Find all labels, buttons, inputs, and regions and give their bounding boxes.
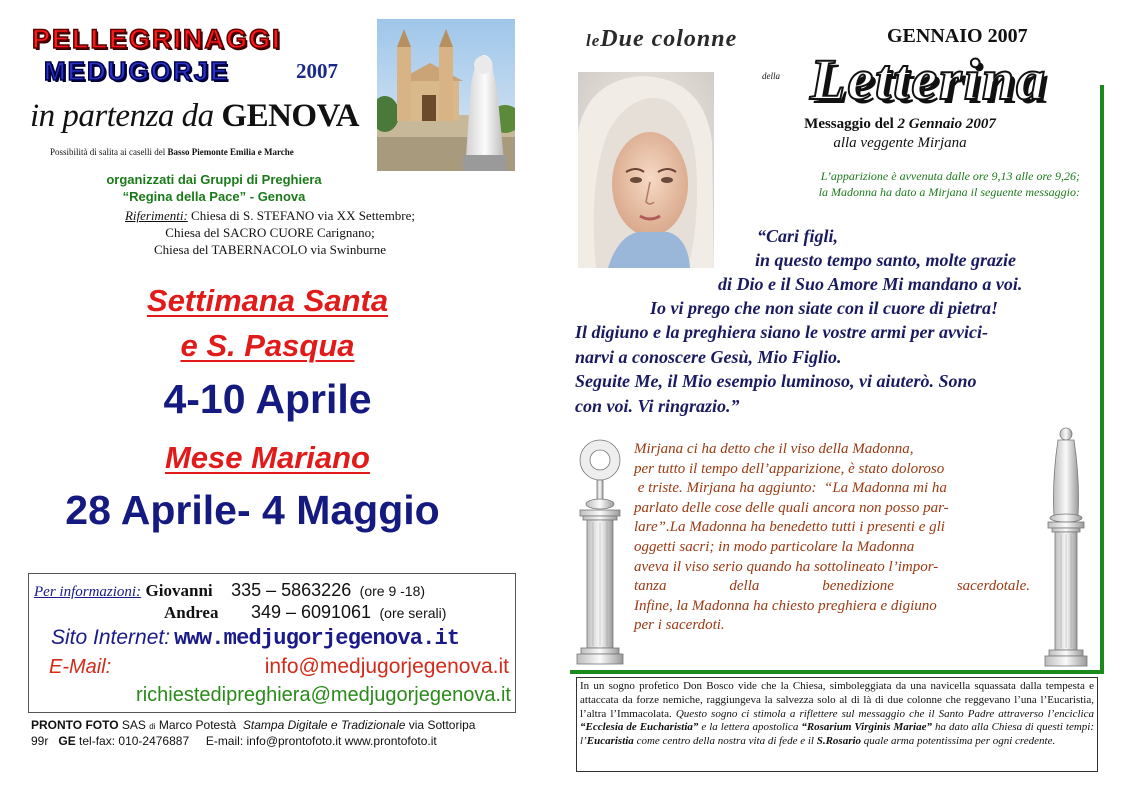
- bosco-text-2: Questo sogno ci stimola a riflettere sul messaggio che il Santo Padre attraverso l’enciclica: [675, 707, 1094, 720]
- website-link[interactable]: www.medjugorjegenova.it: [174, 626, 460, 651]
- title-due-colonne: [586, 26, 737, 53]
- printer-web: E-mail: info@prontofoto.it www.prontofoto.it: [205, 734, 437, 748]
- departure-line: [30, 98, 359, 135]
- pickup-prefix: Possibilità di salita ai caselli del: [50, 147, 166, 157]
- contact1-phone: 335 – 5863226: [231, 580, 352, 600]
- departure-city: GENOVA: [221, 98, 360, 134]
- event1-title-line1: Settimana Santa: [146, 283, 389, 318]
- contact2-phone: 349 – 6091061: [250, 602, 372, 622]
- pickup-places: Basso Piemonte Emilia e Marche: [167, 147, 294, 157]
- mirjana-line: tanza della benedizione sacerdotale.: [634, 578, 1030, 595]
- issue-date: GENNAIO 2007: [887, 25, 1028, 47]
- apparition-line2: la Madonna ha dato a Mirjana il seguente messaggio:: [818, 185, 1080, 199]
- title-due: Due colonne: [600, 26, 738, 52]
- message-date: 2 Gennaio 2007: [897, 116, 996, 132]
- bosco-text-3: e la lettera apostolica: [701, 721, 799, 734]
- contact-row-1: [34, 580, 514, 601]
- bosco-apostolic-letter: “Rosarium Virginis Mariae”: [801, 721, 932, 734]
- event-marian-month: [0, 440, 535, 535]
- bosco-text-5: come centro della nostra vita di fede e il: [636, 735, 814, 748]
- printer-owner: Marco Potestà: [158, 718, 237, 732]
- madonna-image: [578, 72, 714, 268]
- message-recipient: alla veggente Mirjana: [833, 135, 967, 151]
- bosco-encyclical: “Ecclesia de Eucharistia”: [580, 721, 699, 734]
- message-header: [720, 115, 1080, 153]
- title-medugorje: MEDUGORJE: [44, 56, 230, 86]
- message-line: di Dio e il Suo Amore Mi mandano a voi.: [718, 274, 1023, 294]
- title-le: le: [586, 31, 601, 50]
- email-row: [49, 656, 509, 679]
- mirjana-line: Mirjana ci ha detto che il viso della Madonna,: [634, 441, 914, 457]
- printer-service: Stampa Digitale e Tradizionale: [242, 718, 406, 732]
- organizers: [64, 171, 364, 205]
- event-holy-week: [0, 283, 535, 425]
- bosco-eucaristia: Eucaristia: [586, 735, 634, 748]
- eucharist-column-image: [570, 436, 630, 668]
- event1-title-line2: e S. Pasqua: [180, 328, 355, 363]
- printer-name: PRONTO FOTO: [31, 718, 119, 732]
- title-della: della: [762, 71, 780, 81]
- event2-dates: 28 Aprile- 4 Maggio: [65, 487, 440, 533]
- bosco-text-6: quale arma potentissima per ogni credente.: [863, 735, 1056, 748]
- event2-title: Mese Mariano: [164, 440, 370, 475]
- organizers-line2: “Regina della Pace” - Genova: [122, 189, 306, 204]
- printer-type: SAS: [121, 718, 146, 732]
- pickup-note: [50, 147, 294, 157]
- mirjana-line: lare”.La Madonna ha benedetto tutti i presenti e gli: [634, 519, 945, 536]
- website-label: Sito Internet:: [51, 626, 171, 649]
- contact-row-2: [164, 602, 514, 623]
- mirjana-account: [634, 440, 1030, 636]
- message-line: Il digiuno e la preghiera siano le vostre armi per avvici-: [575, 322, 988, 342]
- message-line: Io vi prego che non siate con il cuore di pietra!: [650, 298, 998, 318]
- printer-street: via Sottoripa: [408, 718, 476, 732]
- message-line: Seguite Me, il Mio esempio luminoso, vi aiuterò. Sono: [575, 371, 977, 391]
- email-label: E-Mail:: [49, 656, 112, 678]
- references-label: Riferimenti:: [124, 208, 188, 223]
- printer-credits: [31, 718, 475, 749]
- mirjana-line: aveva il viso serio quando ha sottolineato l’impor-: [634, 558, 939, 575]
- contact1-hours: (ore 9 -18): [359, 583, 426, 599]
- mirjana-line: Infine, la Madonna ha chiesto preghiera e digiuno: [634, 597, 937, 614]
- message-line: con voi. Vi ringrazio.”: [575, 396, 740, 416]
- contact1-name: Giovanni: [145, 581, 213, 600]
- contact2-hours: (ore serali): [379, 605, 447, 621]
- info-label: Per informazioni:: [34, 584, 142, 600]
- printer-di: di: [149, 722, 156, 731]
- email-prayer-link[interactable]: richiestedipreghiera@medjugorjegenova.it: [136, 684, 511, 706]
- email-info-link[interactable]: info@medjugorjegenova.it: [264, 655, 509, 678]
- don-bosco-box: [576, 677, 1098, 772]
- info-box: [28, 573, 516, 713]
- departure-prefix: in partenza da: [30, 98, 214, 134]
- organizers-line1: organizzati dai Gruppi di Preghiera: [106, 172, 322, 187]
- bosco-rosario: S.Rosario: [816, 735, 862, 748]
- references-line1: Chiesa di S. STEFANO via XX Settembre;: [191, 208, 416, 223]
- church-photo: [377, 19, 515, 171]
- title-letterina: Letterina: [810, 47, 1048, 112]
- message-line: narvi a conoscere Gesù, Mio Figlio.: [575, 347, 842, 367]
- contact2-name: Andrea: [164, 603, 219, 622]
- message-prefix: Messaggio del: [804, 116, 894, 132]
- bosco-text-4: ha dato alla Chiesa di questi tempi: l’: [580, 721, 1095, 748]
- printer-number: 99r: [31, 734, 49, 748]
- mirjana-line: parlato delle cose delle quali ancora non posso par-: [634, 499, 949, 516]
- message-line: in questo tempo santo, molte grazie: [755, 250, 1017, 270]
- bosco-text-1: In un sogno profetico Don Bosco vide che la Chiesa, simboleggiata da una navicella squassata dalla tempesta e attaccata da forze nemiche, raggiungeva la salvezza solo al di là di due colonne che reggevano l’una l’Eucaristia, l’altra l’Immacolata.: [580, 680, 1094, 720]
- printer-city: GE: [58, 734, 76, 748]
- mirjana-line: oggetti sacri; in modo particolare la Madonna: [634, 538, 915, 555]
- printer-tel: tel-fax: 010-2476887: [79, 734, 190, 748]
- website-row: [51, 626, 459, 651]
- apparition-note: [722, 168, 1080, 200]
- title-year: 2007: [296, 59, 338, 83]
- references-line2: Chiesa del SACRO CUORE Carignano;: [165, 225, 375, 240]
- apparition-line1: L’apparizione è avvenuta dalle ore 9,13 alle ore 9,26;: [820, 169, 1080, 183]
- immaculate-column-image: [1036, 420, 1096, 670]
- event1-dates: 4-10 Aprile: [163, 376, 372, 422]
- mirjana-line: e triste. Mirjana ha aggiunto: “La Madonna mi ha: [634, 480, 947, 497]
- message-line: “Cari figli,: [757, 226, 839, 246]
- mirjana-line: per i sacerdoti.: [634, 617, 725, 634]
- references: [70, 207, 470, 258]
- references-line3: Chiesa del TABERNACOLO via Swinburne: [154, 242, 386, 257]
- mirjana-line: per tutto il tempo dell’apparizione, è stato doloroso: [634, 460, 945, 477]
- title-pellegrinaggi: PELLEGRINAGGI: [32, 24, 282, 54]
